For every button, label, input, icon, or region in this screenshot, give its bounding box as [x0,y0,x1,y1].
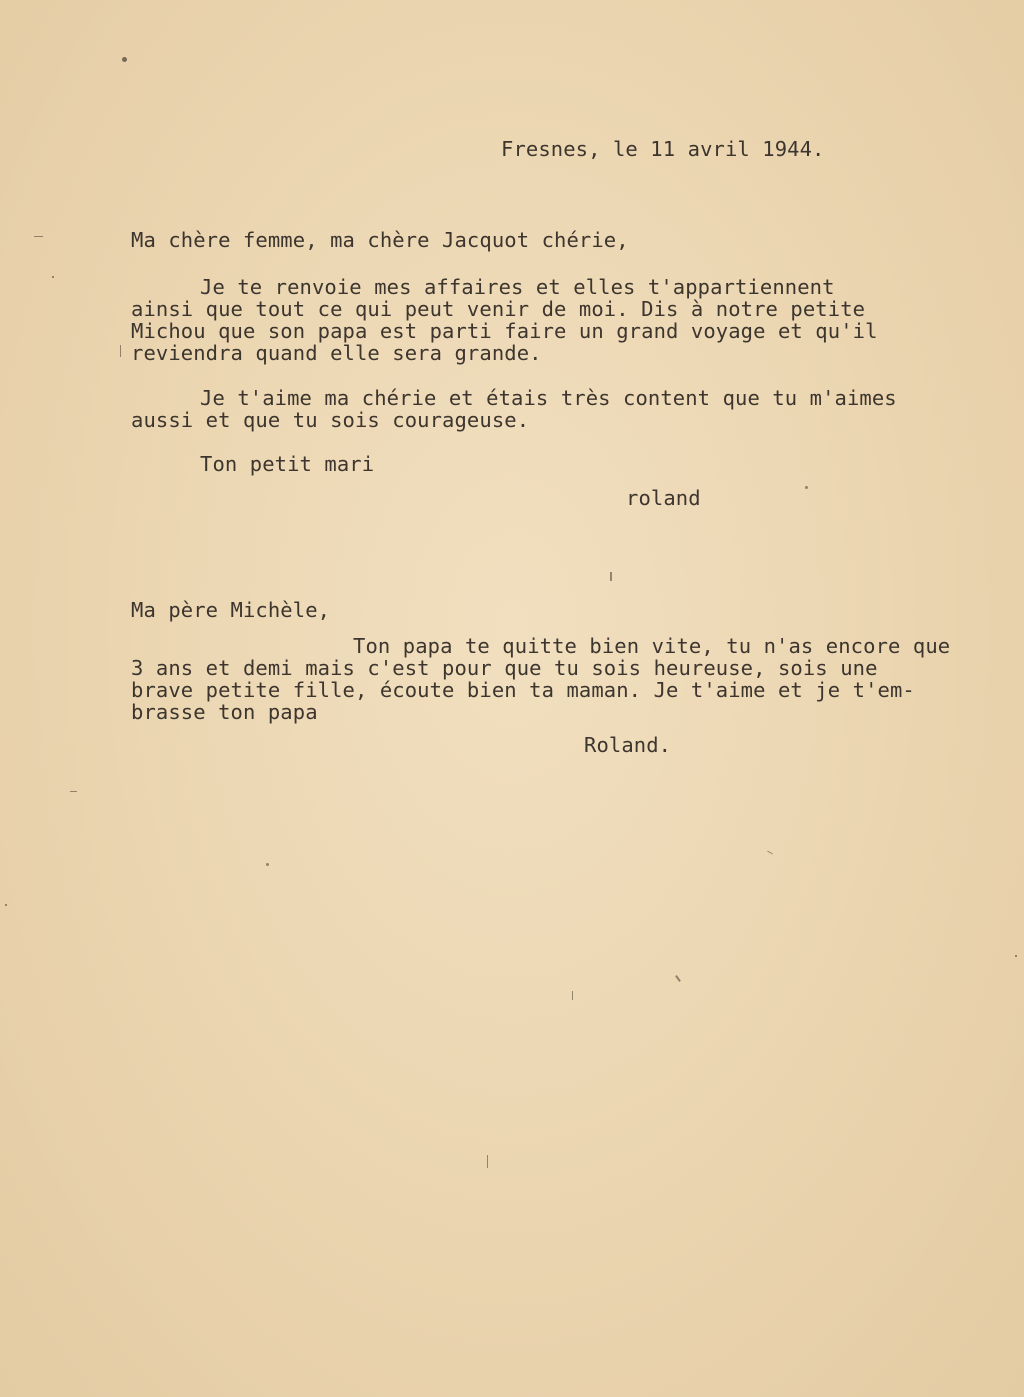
paragraph-1-line-3: Michou que son papa est parti faire un grand voyage et qu'il [131,319,878,343]
salutation-wife: Ma chère femme, ma chère Jacquot chérie, [131,228,629,252]
paragraph-1-line-2: ainsi que tout ce qui peut venir de moi. Dis à notre petite [131,297,866,321]
paper-speck [52,276,54,278]
paragraph-2-line-1: Je t'aime ma chérie et étais très content que tu m'aimes [200,386,897,410]
child-letter-line-3: brave petite fille, écoute bien ta maman. Je t'aime et je t'em- [131,678,915,702]
paragraph-2-line-2: aussi et que tu sois courageuse. [131,408,530,432]
paragraph-1-line-1: Je te renvoie mes affaires et elles t'appartiennent [200,275,835,299]
child-letter-line-4: brasse ton papa [131,700,318,724]
paper-speck [1015,955,1017,957]
signature-first: roland [626,486,701,510]
child-letter-line-1: Ton papa te quitte bien vite, tu n'as encore que [353,634,951,658]
paragraph-1-line-4: reviendra quand elle sera grande. [131,341,542,365]
salutation-daughter: Ma père Michèle, [131,598,331,622]
paper-speck [120,345,121,357]
paper-speck [34,236,43,237]
child-letter-line-2: 3 ans et demi mais c'est pour que tu sois heureuse, sois une [131,656,878,680]
paper-speck [675,975,681,982]
date-line: Fresnes, le 11 avril 1944. [501,137,825,161]
paper-speck [610,572,612,581]
paper-speck [572,991,573,1000]
paper-speck [487,1155,488,1168]
closing-line: Ton petit mari [200,452,375,476]
paper-speck [767,851,773,855]
paper-speck [266,863,269,866]
paper-speck [122,57,127,62]
signature-second: Roland. [584,733,672,757]
paper-speck [5,904,7,906]
paper-speck [805,486,808,489]
paper-speck [70,791,77,792]
